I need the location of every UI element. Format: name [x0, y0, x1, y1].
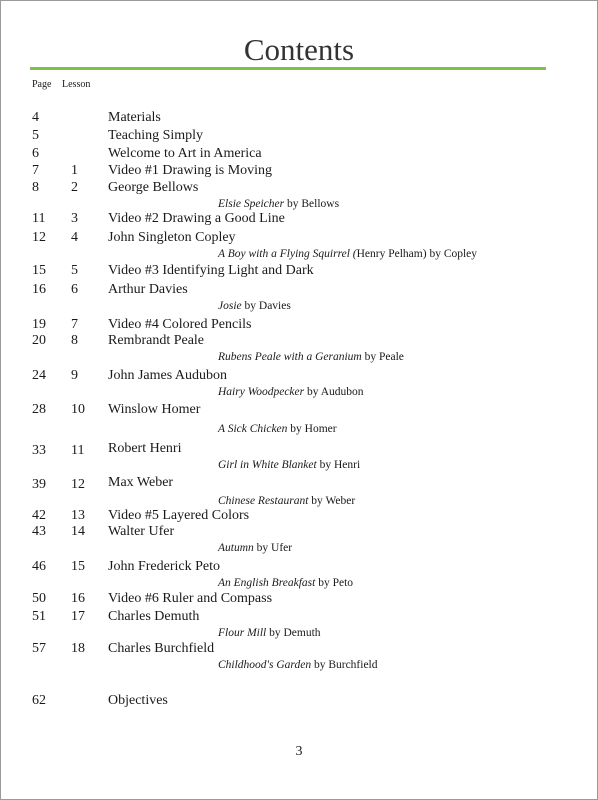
entry-artwork — [218, 458, 360, 472]
entry-lesson: 1 — [71, 163, 78, 178]
entry-page: 15 — [32, 263, 46, 278]
entry-lesson: 2 — [71, 180, 78, 195]
page-number: 3 — [295, 744, 303, 759]
entry-lesson: 12 — [71, 477, 85, 492]
entry-page: 24 — [32, 368, 46, 383]
entry-title: George Bellows — [108, 180, 199, 195]
artwork-credit: by Audubon — [304, 386, 364, 398]
entry-page: 4 — [32, 110, 39, 125]
artwork-credit: by Henri — [316, 459, 361, 471]
entry-title: Materials — [108, 110, 161, 125]
entry-title: Rembrandt Peale — [108, 333, 205, 348]
entry-page: 11 — [32, 211, 46, 226]
entry-artwork — [218, 247, 477, 261]
artwork-title: A Sick Chicken — [218, 423, 288, 435]
header-lesson-label: Lesson — [62, 79, 91, 90]
entry-artwork — [218, 658, 378, 672]
entry-title: Video #6 Ruler and Compass — [108, 591, 273, 606]
entry-lesson: 7 — [71, 317, 78, 332]
artwork-credit: by Peale — [361, 351, 404, 363]
entry-artwork — [218, 626, 321, 640]
entry-artwork — [218, 541, 292, 555]
artwork-title: Flour Mill — [218, 627, 267, 639]
entry-title: Video #1 Drawing is Moving — [108, 163, 273, 178]
artwork-title: An English Breakfast — [218, 577, 316, 589]
artwork-credit: by Bellows — [284, 198, 340, 210]
artwork-credit: by Homer — [287, 423, 337, 435]
entry-title: John James Audubon — [108, 368, 227, 383]
entry-lesson: 13 — [71, 508, 85, 523]
entry-artwork — [218, 576, 353, 590]
entry-lesson: 6 — [71, 282, 78, 297]
entry-page: 57 — [32, 641, 46, 656]
entry-title: Arthur Davies — [108, 282, 188, 297]
entry-artwork — [218, 197, 339, 211]
artwork-credit: by Davies — [241, 300, 291, 312]
entry-title: John Singleton Copley — [108, 230, 236, 245]
entry-page: 46 — [32, 559, 46, 574]
entry-artwork — [218, 494, 355, 508]
entry-artwork — [218, 422, 337, 436]
entry-page: 5 — [32, 128, 39, 143]
entry-page: 12 — [32, 230, 46, 245]
entry-page: 39 — [32, 477, 46, 492]
entry-title: Winslow Homer — [108, 402, 201, 417]
artwork-title: Chinese Restaurant — [218, 495, 309, 507]
entry-lesson: 9 — [71, 368, 78, 383]
artwork-credit: by Ufer — [253, 542, 293, 554]
entry-lesson: 4 — [71, 230, 78, 245]
page-title: Contents — [243, 32, 355, 67]
artwork-credit: by Weber — [308, 495, 356, 507]
entry-page: 7 — [32, 163, 39, 178]
entry-title: Charles Demuth — [108, 609, 200, 624]
entry-artwork — [218, 299, 291, 313]
entry-lesson: 8 — [71, 333, 78, 348]
entry-page: 51 — [32, 609, 46, 624]
entry-lesson: 16 — [71, 591, 85, 606]
artwork-title: Hairy Woodpecker — [218, 386, 305, 398]
entry-page: 8 — [32, 180, 39, 195]
entry-title: Teaching Simply — [108, 128, 204, 143]
entry-title: Welcome to Art in America — [108, 146, 262, 161]
entry-title: Video #2 Drawing a Good Line — [108, 211, 285, 226]
entry-title: Walter Ufer — [108, 524, 175, 539]
entry-title: Video #5 Layered Colors — [108, 508, 250, 523]
entry-title: Charles Burchfield — [108, 641, 215, 656]
title-underline — [30, 67, 546, 70]
artwork-title: A Boy with a Flying Squirrel ( — [218, 248, 357, 260]
artwork-title: Childhood's Garden — [218, 659, 312, 671]
entry-artwork — [218, 350, 404, 364]
entry-title: Video #4 Colored Pencils — [108, 317, 252, 332]
entry-lesson: 18 — [71, 641, 85, 656]
entry-lesson: 14 — [71, 524, 85, 539]
artwork-credit: by Peto — [315, 577, 354, 589]
artwork-credit: by Burchfield — [311, 659, 378, 671]
entry-lesson: 3 — [71, 211, 78, 226]
entry-page: 19 — [32, 317, 46, 332]
entry-lesson: 17 — [71, 609, 85, 624]
entry-lesson: 5 — [71, 263, 78, 278]
header-page-label: Page — [32, 79, 52, 90]
entry-artwork — [218, 385, 364, 399]
entry-lesson: 11 — [71, 443, 85, 458]
artwork-title: Girl in White Blanket — [218, 459, 317, 471]
artwork-title: Josie — [218, 300, 242, 312]
entry-page: 33 — [32, 443, 46, 458]
entry-page: 50 — [32, 591, 46, 606]
entry-page: 20 — [32, 333, 46, 348]
artwork-credit: Henry Pelham) by Copley — [356, 248, 478, 260]
artwork-title: Autumn — [218, 542, 254, 554]
entry-title: Video #3 Identifying Light and Dark — [108, 263, 314, 278]
artwork-title: Rubens Peale with a Geranium — [218, 351, 362, 363]
entry-title: John Frederick Peto — [108, 559, 220, 574]
entry-lesson: 10 — [71, 402, 85, 417]
entry-title: Robert Henri — [108, 441, 182, 456]
entry-page: 28 — [32, 402, 46, 417]
artwork-title: Elsie Speicher — [218, 198, 285, 210]
entry-page: 6 — [32, 146, 39, 161]
entry-page: 16 — [32, 282, 46, 297]
entry-page: 62 — [32, 693, 46, 708]
entry-page: 43 — [32, 524, 46, 539]
entry-page: 42 — [32, 508, 46, 523]
entry-title: Max Weber — [108, 475, 174, 490]
entry-lesson: 15 — [71, 559, 85, 574]
entry-title: Objectives — [108, 693, 168, 708]
artwork-credit: by Demuth — [266, 627, 321, 639]
